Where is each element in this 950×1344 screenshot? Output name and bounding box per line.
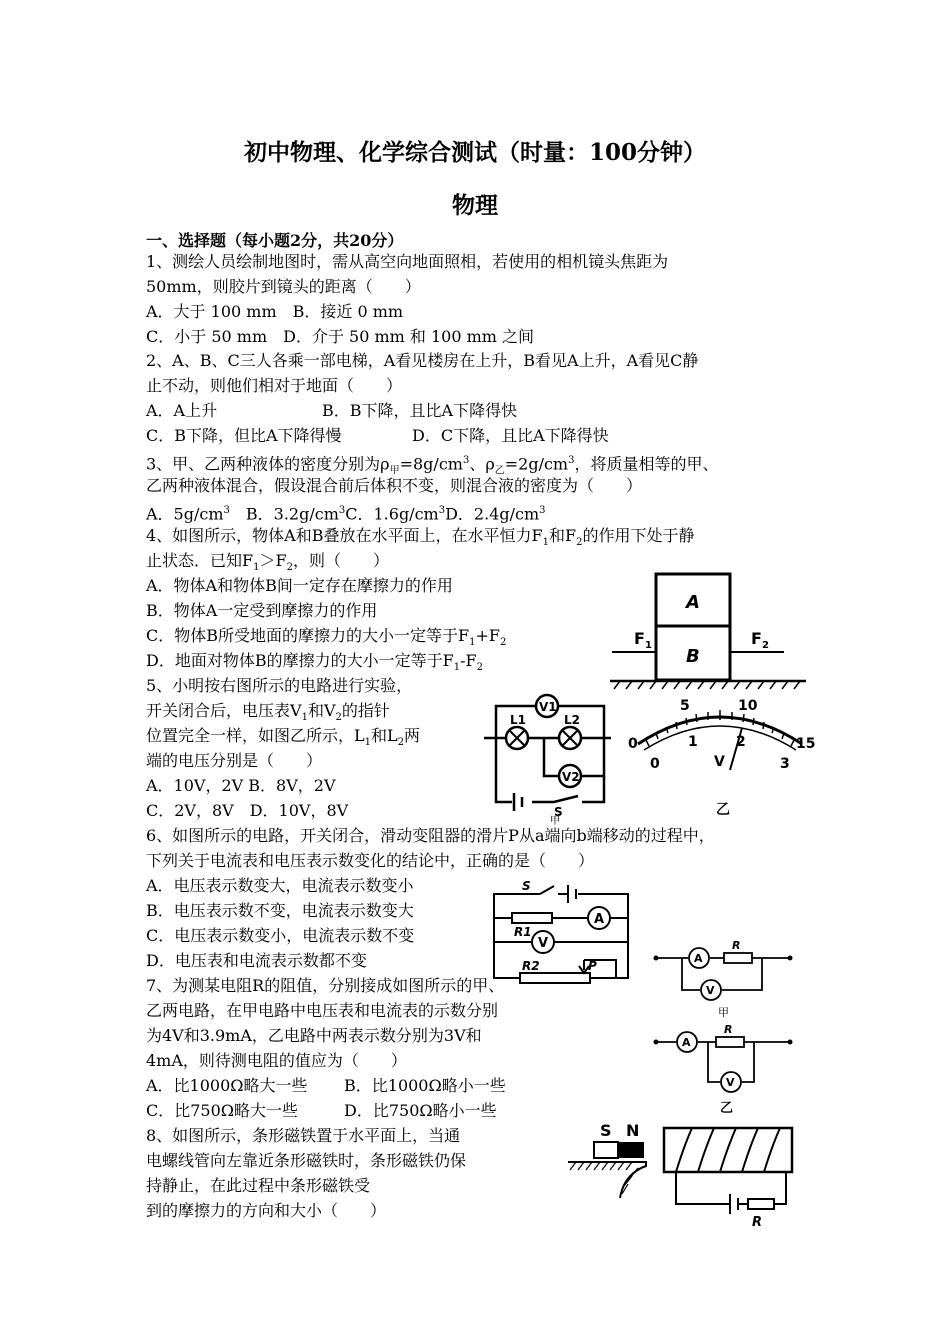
q1-stem-line2: 50mm，则胶片到镜头的距离（ ） [146, 277, 421, 296]
q2-option-d: D．C下降，且比A下降得快 [412, 426, 609, 445]
meter-v1-label: V1 [539, 700, 557, 714]
q2-stem-line2: 止不动，则他们相对于地面（ ） [146, 376, 403, 395]
q8-stem-line2: 电螺线管向左靠近条形磁铁时，条形磁铁仍保 [146, 1151, 467, 1170]
fig-jia-label: 甲 [550, 816, 560, 825]
dial-top-15: 15 [796, 736, 816, 752]
q3-stem-line2: 乙两种液体混合，假设混合前后体积不变，则混合液的密度为（ ） [146, 476, 643, 495]
q8-magnet-solenoid-figure [564, 1118, 804, 1230]
q5-stem-line2: 开关闭合后，电压表$V_1$和$V_2$的指针 [146, 701, 390, 724]
q4-blocks-figure [606, 570, 810, 690]
q6-ammeter-label: A [594, 912, 605, 927]
q2-option-b: B．B下降，且比A下降得快 [322, 401, 518, 420]
dial-bottom-0: 0 [650, 756, 660, 772]
q6-stem-line2: 下列关于电流表和电压表示数变化的结论中，正确的是（ ） [146, 851, 595, 870]
q2-option-a: A．A上升 [146, 401, 218, 420]
block-a-label: A [686, 592, 700, 613]
q3-options: A．$5g/cm^3$ B．$3.2g/cm^3C$．$1.6g/cm^3D$．$2.4g/cm^3$ [146, 504, 546, 524]
q4-stem-line2: 止状态．已知$F_1>F_2$，则（ ） [146, 551, 389, 574]
q3-stem-line1: 3、甲、乙两种液体的密度分别为$\rho_甲=8g/cm^3$、$\rho_乙=2g/cm^3$，将质量相等的甲、 [146, 454, 719, 477]
force-f2-label: $F_2$ [751, 629, 769, 651]
fig-yi-label: 乙 [716, 802, 730, 818]
q5-stem-line3: 位置完全一样，如图乙所示，$L_1$和$L_2$两 [146, 726, 421, 749]
dial-unit-v: V [714, 754, 725, 770]
dial-top-10: 10 [738, 698, 758, 714]
q5-circuit-figure [476, 690, 616, 825]
q6-option-a: A．电压表示数变大，电流表示数变小 [146, 876, 414, 895]
q1-stem-line1: 1、测绘人员绘制地图时，需从高空向地面照相，若使用的相机镜头焦距为 [146, 252, 669, 271]
q5-stem-line1: 5、小明按右图所示的电路进行实验， [146, 676, 413, 695]
q4-option-b: B．物体A一定受到摩擦力的作用 [146, 601, 378, 620]
dial-bottom-1: 1 [688, 734, 698, 750]
q7-option-c: C．比750Ω略大一些 [146, 1101, 299, 1120]
q7-option-b: B．比1000Ω略小一些 [344, 1076, 506, 1095]
dial-top-0: 0 [628, 736, 638, 752]
q5-voltmeter-dial [620, 698, 820, 820]
q7-yi-resistor-label: R [724, 1023, 733, 1036]
magnet-n-label: N [626, 1121, 640, 1140]
q7-jia-voltmeter-label: V [706, 984, 715, 997]
q6-r1-label: R1 [514, 925, 532, 939]
q7-stem-line3: 为4V和3.9mA，乙电路中两表示数分别为3V和 [146, 1026, 482, 1045]
q7-circuit-jia [650, 938, 800, 1018]
q4-option-a: A．物体A和物体B间一定存在摩擦力的作用 [146, 576, 453, 595]
q6-option-d: D．电压表和电流表示数都不变 [146, 951, 367, 970]
q8-stem-line4: 到的摩擦力的方向和大小（ ） [146, 1201, 387, 1220]
force-f1-label: $F_1$ [634, 629, 652, 651]
q2-option-c: C．B下降，但比A下降得慢 [146, 426, 342, 445]
page-title: 初中物理、化学综合测试（时量：100分钟） [243, 139, 706, 166]
magnet-s-label: S [600, 1121, 612, 1140]
q7-option-d: D．比750Ω略小一些 [344, 1101, 497, 1120]
q8-resistor-label: R [752, 1215, 763, 1230]
q7-jia-resistor-label: R [732, 939, 741, 952]
q5-stem-line4: 端的电压分别是（ ） [146, 751, 323, 770]
q6-slider-p-label: P [588, 959, 597, 973]
q6-voltmeter-label: V [538, 936, 549, 951]
q7-option-a: A．比1000Ω略大一些 [146, 1076, 308, 1095]
block-b-label: B [686, 646, 700, 667]
dial-bottom-3: 3 [780, 756, 790, 772]
dial-top-5: 5 [680, 698, 690, 714]
section-heading: 一、选择题（每小题2分，共20分） [146, 231, 404, 250]
q7-circuit-yi [650, 1022, 800, 1116]
q6-stem-line1: 6、如图所示的电路，开关闭合，滑动变阻器的滑片P从a端向b端移动的过程中， [146, 826, 715, 845]
lamp-l1-label: L1 [510, 713, 526, 727]
q7-stem-line2: 乙两电路，在甲电路中电压表和电流表的示数分别 [146, 1001, 499, 1020]
q7-yi-caption: 乙 [720, 1101, 734, 1116]
q8-stem-line1: 8、如图所示，条形磁铁置于水平面上，当通 [146, 1126, 461, 1145]
subject-title: 物理 [452, 192, 498, 219]
lamp-l2-label: L2 [564, 713, 580, 727]
q7-jia-caption: 甲 [718, 1006, 729, 1018]
q7-yi-voltmeter-label: V [726, 1076, 735, 1089]
q2-stem-line1: 2、A、B、C三人各乘一部电梯，A看见楼房在上升，B看见A上升，A看见C静 [146, 351, 699, 370]
q6-option-b: B．电压表示数不变，电流表示数变大 [146, 901, 414, 920]
q5-options-ab: A．10V，2V B．8V，2V [146, 776, 336, 795]
q7-stem-line4: 4mA，则待测电阻的值应为（ ） [146, 1051, 407, 1070]
q6-r2-label: R2 [522, 959, 540, 973]
meter-v2-label: V2 [562, 770, 580, 784]
switch-s-label: S [554, 805, 563, 819]
q7-stem-line1: 7、为测某电阻R的阻值，分别接成如图所示的甲、 [146, 976, 505, 995]
q7-yi-ammeter-label: A [682, 1036, 691, 1049]
q5-options-cd: C．2V，8V D．10V，8V [146, 801, 349, 820]
q6-option-c: C．电压表示数变小，电流表示数不变 [146, 926, 415, 945]
q1-options-cd: C．小于 50 mm D．介于 50 mm 和 100 mm 之间 [146, 327, 535, 346]
q1-options-ab: A．大于 100 mm B．接近 0 mm [146, 302, 404, 321]
q4-option-c: C．物体B所受地面的摩擦力的大小一定等于$F_1+F_2$ [146, 626, 507, 649]
q4-option-d: D．地面对物体B的摩擦力的大小一定等于$F_1-F_2$ [146, 651, 483, 674]
q8-stem-line3: 持静止，在此过程中条形磁铁受 [146, 1176, 371, 1195]
q4-stem-line1: 4、如图所示，物体A和B叠放在水平面上，在水平恒力$F_1$和$F_2$的作用下处于静 [146, 526, 695, 549]
dial-bottom-2: 2 [736, 734, 746, 750]
q6-switch-label: S [522, 879, 531, 893]
q6-circuit-figure [488, 878, 638, 990]
q7-jia-ammeter-label: A [694, 952, 703, 965]
